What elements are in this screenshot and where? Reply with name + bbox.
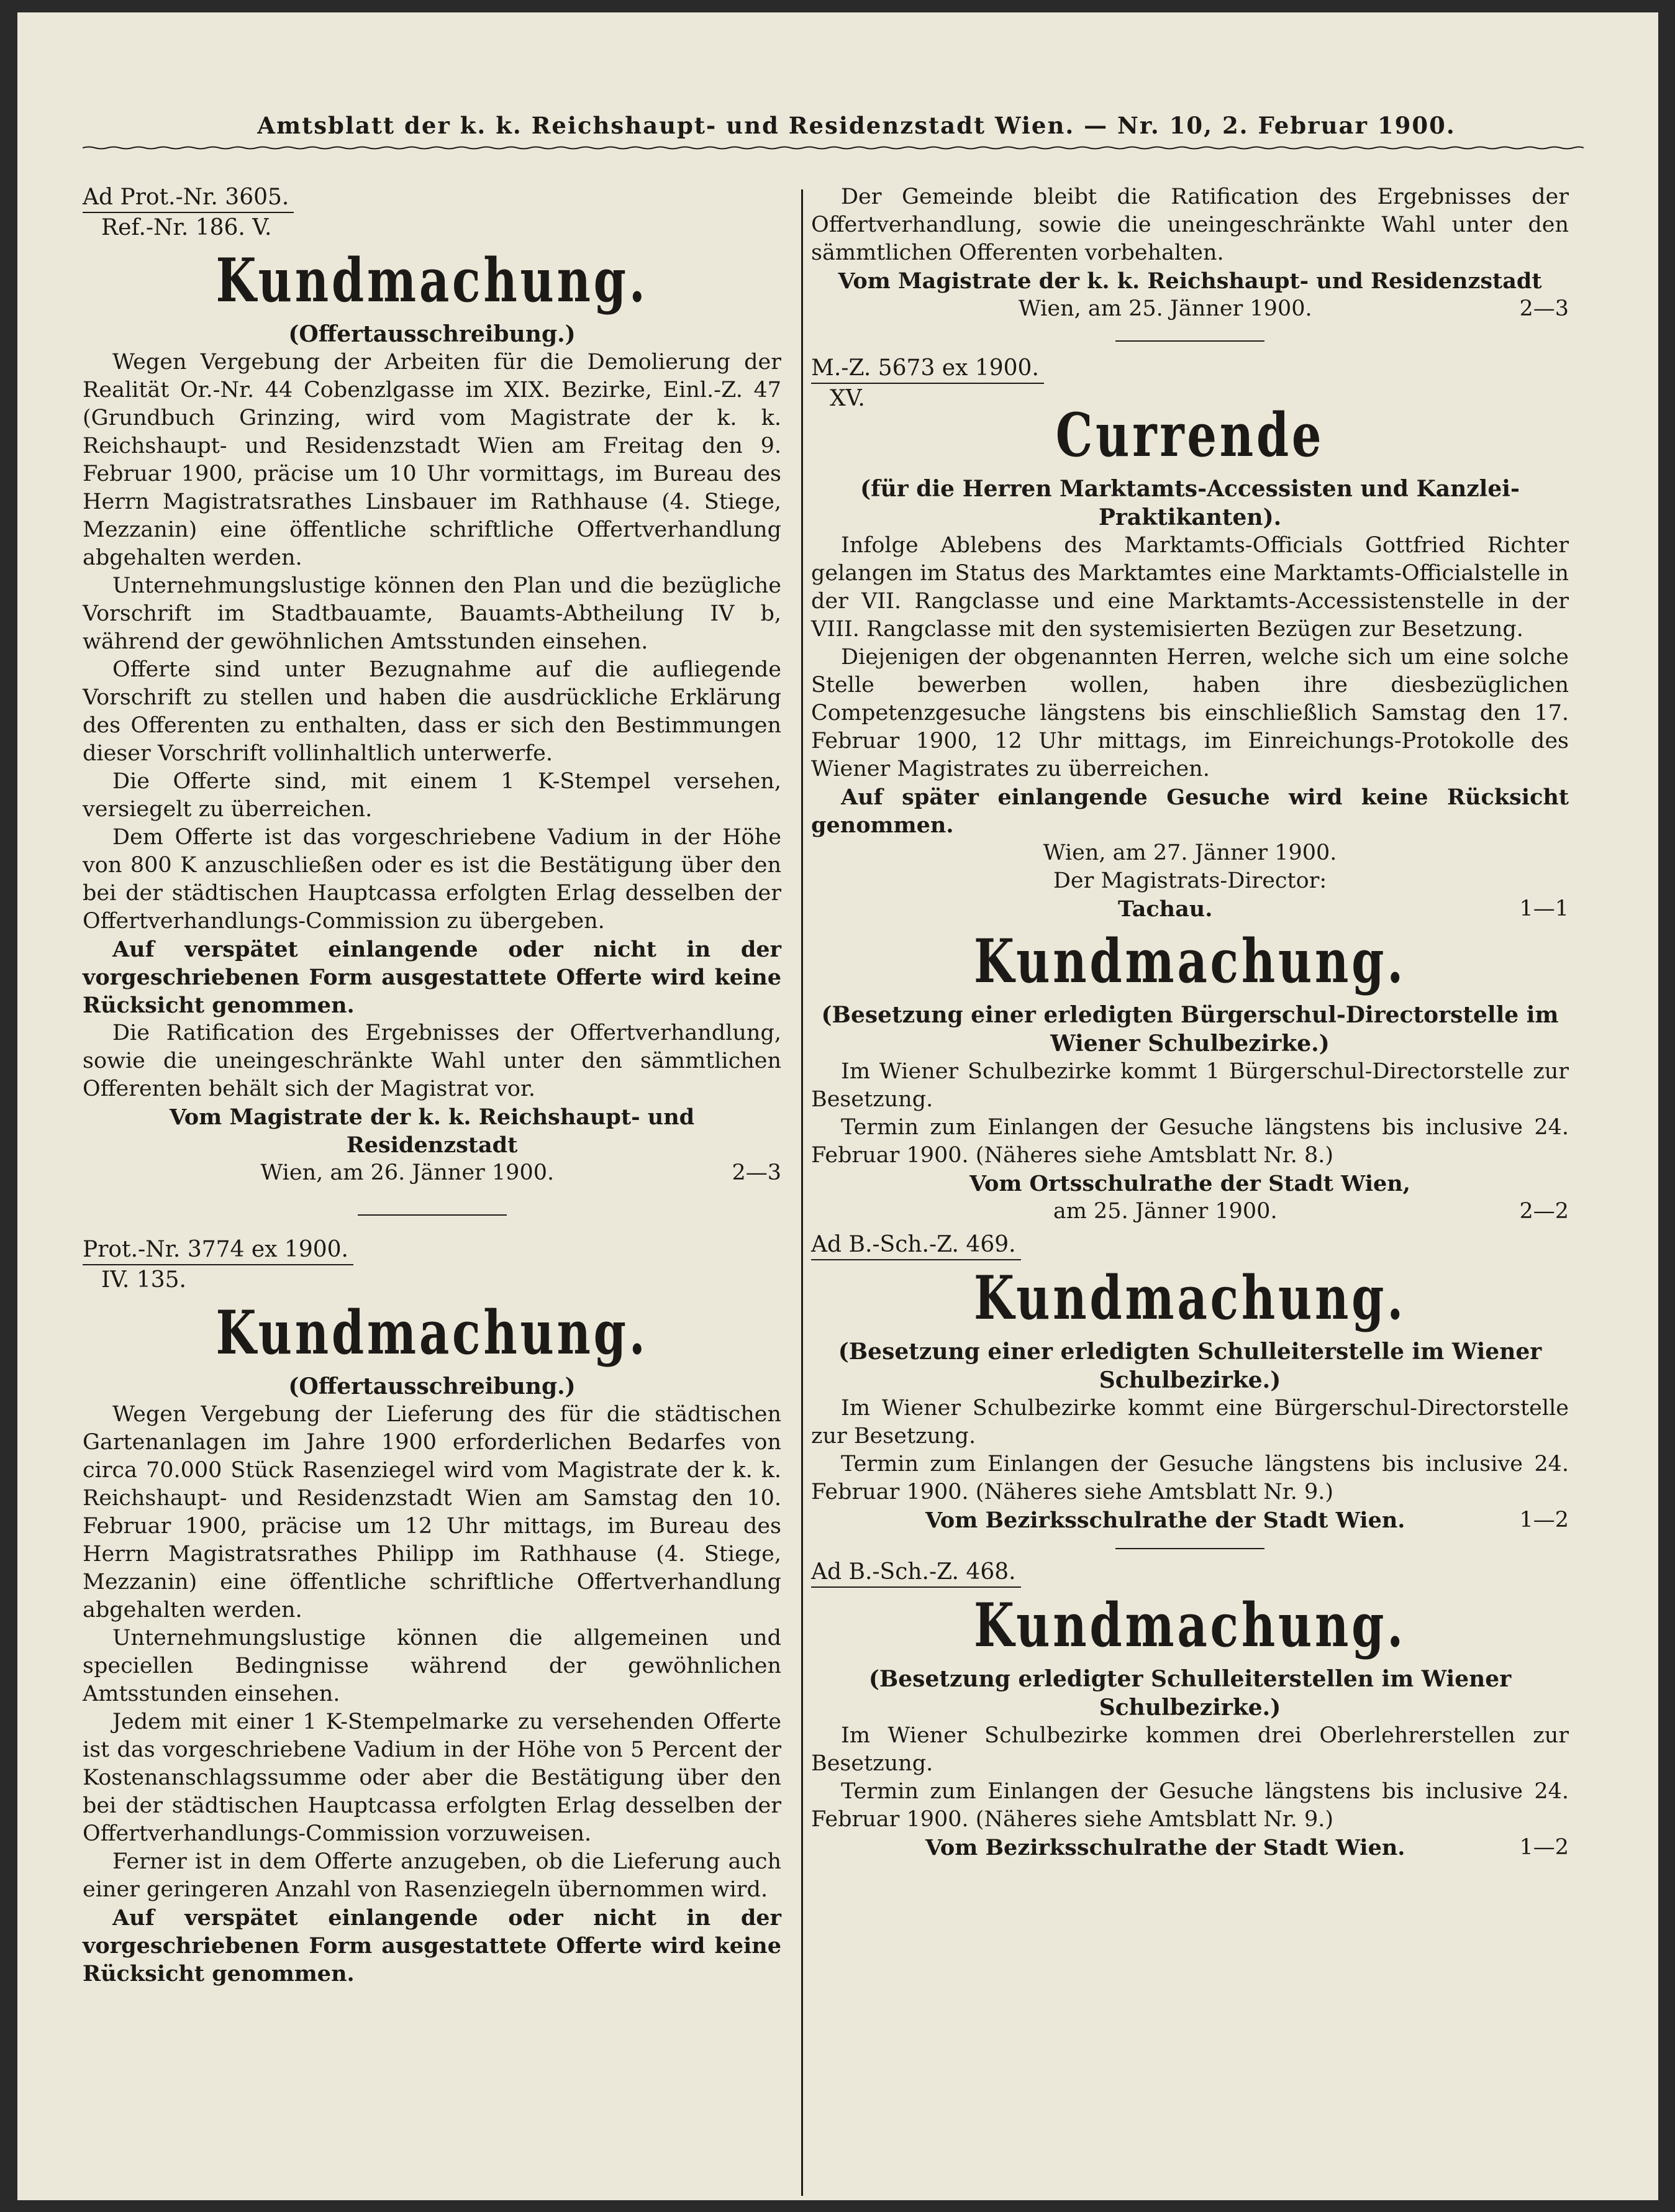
article-subtitle: (Offertausschreibung.) — [288, 1373, 576, 1400]
article-title: Kundmachung. — [216, 245, 648, 316]
insertion-number: 1—1 — [1519, 896, 1569, 921]
article-title: Kundmachung. — [974, 926, 1406, 996]
paragraph: Termin zum Einlangen der Gesuche längstens bis inclusive 24. Februar 1900. (Näheres siehe Amtsblatt Nr. 9.) — [811, 1779, 1569, 1832]
signature-date-line — [83, 1159, 781, 1187]
signature-name: Tachau. — [1118, 896, 1213, 922]
signature-date: Wien, am 25. Jänner 1900. — [1018, 296, 1312, 321]
signature-line — [811, 895, 1569, 924]
section-divider — [1115, 1548, 1264, 1549]
signature-authority: Vom Ortsschulrathe der Stadt Wien, — [969, 1171, 1410, 1196]
article-subtitle: (Besetzung einer erledigten Bürgerschul-Directorstelle im Wiener Schulbezirke.) — [821, 1002, 1559, 1057]
left-column — [83, 183, 781, 1988]
article-head-teachers — [811, 1558, 1569, 1862]
paragraph: Unternehmungslustige können die allgemeinen und speciellen Bedingnisse während der gewöhnlichen Amtsstunden einsehen. — [83, 1626, 781, 1706]
paragraph: Wegen Vergebung der Arbeiten für die Demolierung der Realität Or.-Nr. 44 Cobenzlgasse im XIX. Bezirke, Einl.-Z. 47 (Grundbuch Grinzing, wird vom Magistrate der k. k. Reichshaupt- und Residenzstadt Wien am Freitag den 9. Februar 1900, präcise um 10 Uhr vormittags, im Bureau des Herrn Magistratsrathes Linsbauer im Rathhause (4. Stiege, Mezzanin) eine öffentliche schriftliche Offertverhandlung abgehalten werden. — [83, 350, 781, 570]
signature-date: am 25. Jänner 1900. — [1053, 1199, 1278, 1224]
paragraph: Auf verspätet einlangende oder nicht in der vorgeschriebenen Form ausgestattete Offerte wird keine Rücksicht genommen. — [83, 1905, 781, 1987]
reference-number: XV. — [830, 386, 865, 411]
section-divider — [1115, 340, 1264, 342]
signature-authority: Vom Magistrate der k. k. Reichshaupt- und Residenzstadt — [838, 268, 1542, 294]
paragraph: Diejenigen der obgenannten Herren, welche sich um eine solche Stelle bewerben wollen, haben ihre diesbezüglichen Competenzgesuche längstens bis einschließlich Samstag den 17. Februar 1900, 12 Uhr mittags, im Einreichungs-Protokolle des Wiener Magistrates zu überreichen. — [811, 645, 1569, 781]
paragraph: Termin zum Einlangen der Gesuche längstens bis inclusive 24. Februar 1900. (Näheres siehe Amtsblatt Nr. 8.) — [811, 1115, 1569, 1168]
paragraph: Ferner ist in dem Offerte anzugeben, ob die Lieferung auch einer geringeren Anzahl von Rasenziegeln übernommen wird. — [83, 1849, 781, 1902]
signature-authority: Vom Magistrate der k. k. Reichshaupt- und Residenzstadt — [169, 1104, 695, 1158]
signature-authority: Vom Bezirksschulrathe der Stadt Wien. — [925, 1835, 1405, 1860]
article-subtitle: (Offertausschreibung.) — [288, 321, 576, 347]
reference-number: Ref.-Nr. 186. V. — [101, 215, 272, 240]
newspaper-page — [17, 12, 1658, 2200]
page-header: Amtsblatt der k. k. Reichshaupt- und Residenzstadt Wien. — Nr. 10, 2. Februar 1900. — [257, 112, 1456, 139]
protocol-number: Ad B.-Sch.-Z. 469. — [811, 1231, 1021, 1260]
paragraph: Infolge Ablebens des Marktamts-Officials Gottfried Richter gelangen im Status des Marktamtes eine Marktamts-Officialstelle in der VII. Rangclasse und eine Marktamts-Accessistenstelle in der VIII. Rangclasse mit den systemisierten Bezügen zur Besetzung. — [811, 533, 1569, 642]
article-subtitle: (Besetzung einer erledigten Schulleiterstelle im Wiener Schulbezirke.) — [838, 1339, 1542, 1393]
article-title: Kundmachung. — [974, 1263, 1406, 1333]
paragraph: Termin zum Einlangen der Gesuche längstens bis inclusive 24. Februar 1900. (Näheres siehe Amtsblatt Nr. 9.) — [811, 1452, 1569, 1504]
signature-date: Wien, am 26. Jänner 1900. — [260, 1160, 555, 1185]
article-title: Currende — [1055, 400, 1325, 470]
article-title: Kundmachung. — [974, 1590, 1406, 1660]
paragraph: Im Wiener Schulbezirke kommen drei Oberlehrerstellen zur Besetzung. — [811, 1723, 1569, 1776]
paragraph: Im Wiener Schulbezirke kommt eine Bürgerschul-Directorstelle zur Besetzung. — [811, 1396, 1569, 1449]
protocol-number: Prot.-Nr. 3774 ex 1900. — [83, 1236, 353, 1265]
protocol-number: M.-Z. 5673 ex 1900. — [811, 354, 1044, 384]
paragraph: Die Offerte sind, mit einem 1 K-Stempel versehen, versiegelt zu überreichen. — [83, 769, 781, 822]
paragraph: Jedem mit einer 1 K-Stempelmarke zu versehenden Offerte ist das vorgeschriebene Vadium in der Höhe von 5 Percent der Kostenanschlagssumme oder aber die Bestätigung über den bei der städtischen Hauptcassa erfolgten Erlag desselben der Offertverhandlungs-Commission vorzuweisen. — [83, 1709, 781, 1846]
insertion-number: 1—2 — [1519, 1508, 1569, 1532]
article-school-leader — [811, 1231, 1569, 1534]
paragraph: Auf später einlangende Gesuche wird keine Rücksicht genommen. — [811, 785, 1569, 838]
right-column — [811, 183, 1569, 1862]
signature-authority: Vom Bezirksschulrathe der Stadt Wien. — [925, 1508, 1405, 1533]
insertion-number: 2—3 — [732, 1160, 781, 1185]
paragraph: Der Gemeinde bleibt die Ratification des Ergebnisses der Offertverhandlung, sowie die uneingeschränkte Wahl unter den sämmtlichen Offerenten vorbehalten. — [811, 184, 1569, 265]
signature-line — [811, 1834, 1569, 1862]
article-subtitle: (für die Herren Marktamts-Accessisten und Kanzlei-Praktikanten). — [860, 476, 1520, 530]
paragraph: Wegen Vergebung der Lieferung des für die städtischen Gartenanlagen im Jahre 1900 erforderlichen Bedarfes von circa 70.000 Stück Rasenziegel wird vom Magistrate der k. k. Reichshaupt- und Residenzstadt Wien am Samstag den 10. Februar 1900, präcise um 12 Uhr mittags, im Bureau des Herrn Magistratsrathes Philipp im Rathhause (4. Stiege, Mezzanin) eine öffentliche schriftliche Offertverhandlung abgehalten werden. — [83, 1402, 781, 1623]
signature-date: Wien, am 27. Jänner 1900. — [1043, 840, 1337, 865]
paragraph: Unternehmungslustige können den Plan und die bezügliche Vorschrift im Stadtbauamte, Bauamts-Abtheilung IV b, während der gewöhnlichen Amtsstunden einsehen. — [83, 573, 781, 654]
column-divider — [801, 189, 803, 2196]
protocol-number: Ad B.-Sch.-Z. 468. — [811, 1558, 1021, 1588]
paragraph: Auf verspätet einlangende oder nicht in der vorgeschriebenen Form ausgestattete Offerte wird keine Rücksicht genommen. — [83, 937, 781, 1018]
reference-number: IV. 135. — [101, 1267, 186, 1293]
signature-role: Der Magistrats-Director: — [1053, 868, 1327, 893]
signature-date-line — [811, 295, 1569, 323]
insertion-number: 1—2 — [1519, 1835, 1569, 1860]
signature-date-line — [811, 1198, 1569, 1226]
insertion-number: 2—3 — [1519, 296, 1569, 321]
paragraph: Dem Offerte ist das vorgeschriebene Vadium in der Höhe von 800 K anzuschließen oder es ist die Bestätigung über den bei der städtischen Hauptcassa erfolgten Erlag desselben der Offertverhandlungs-Commission zu übergeben. — [83, 825, 781, 934]
article-turf-supply — [83, 1236, 781, 1988]
paragraph: Die Ratification des Ergebnisses der Offertverhandlung, sowie die uneingeschränkte Wahl unter den sämmtlichen Offerenten behält sich der Magistrat vor. — [83, 1021, 781, 1101]
header-wavy-rule — [83, 146, 1584, 150]
paragraph: Im Wiener Schulbezirke kommt 1 Bürgerschul-Directorstelle zur Besetzung. — [811, 1059, 1569, 1112]
article-currende — [811, 354, 1569, 924]
article-continuation — [811, 183, 1569, 323]
protocol-number: Ad Prot.-Nr. 3605. — [83, 183, 294, 213]
signature-line — [811, 1506, 1569, 1534]
paragraph: Offerte sind unter Bezugnahme auf die aufliegende Vorschrift zu stellen und haben die ausdrückliche Erklärung des Offerenten zu enthalten, dass er sich den Bestimmungen dieser Vorschrift vollinhaltlich unterwerfe. — [83, 657, 781, 766]
article-demolition — [83, 183, 781, 1187]
section-divider — [358, 1214, 507, 1216]
article-title: Kundmachung. — [216, 1298, 648, 1368]
article-director-post — [811, 927, 1569, 1226]
insertion-number: 2—2 — [1519, 1199, 1569, 1224]
article-subtitle: (Besetzung erledigter Schulleiterstellen im Wiener Schulbezirke.) — [868, 1666, 1512, 1721]
